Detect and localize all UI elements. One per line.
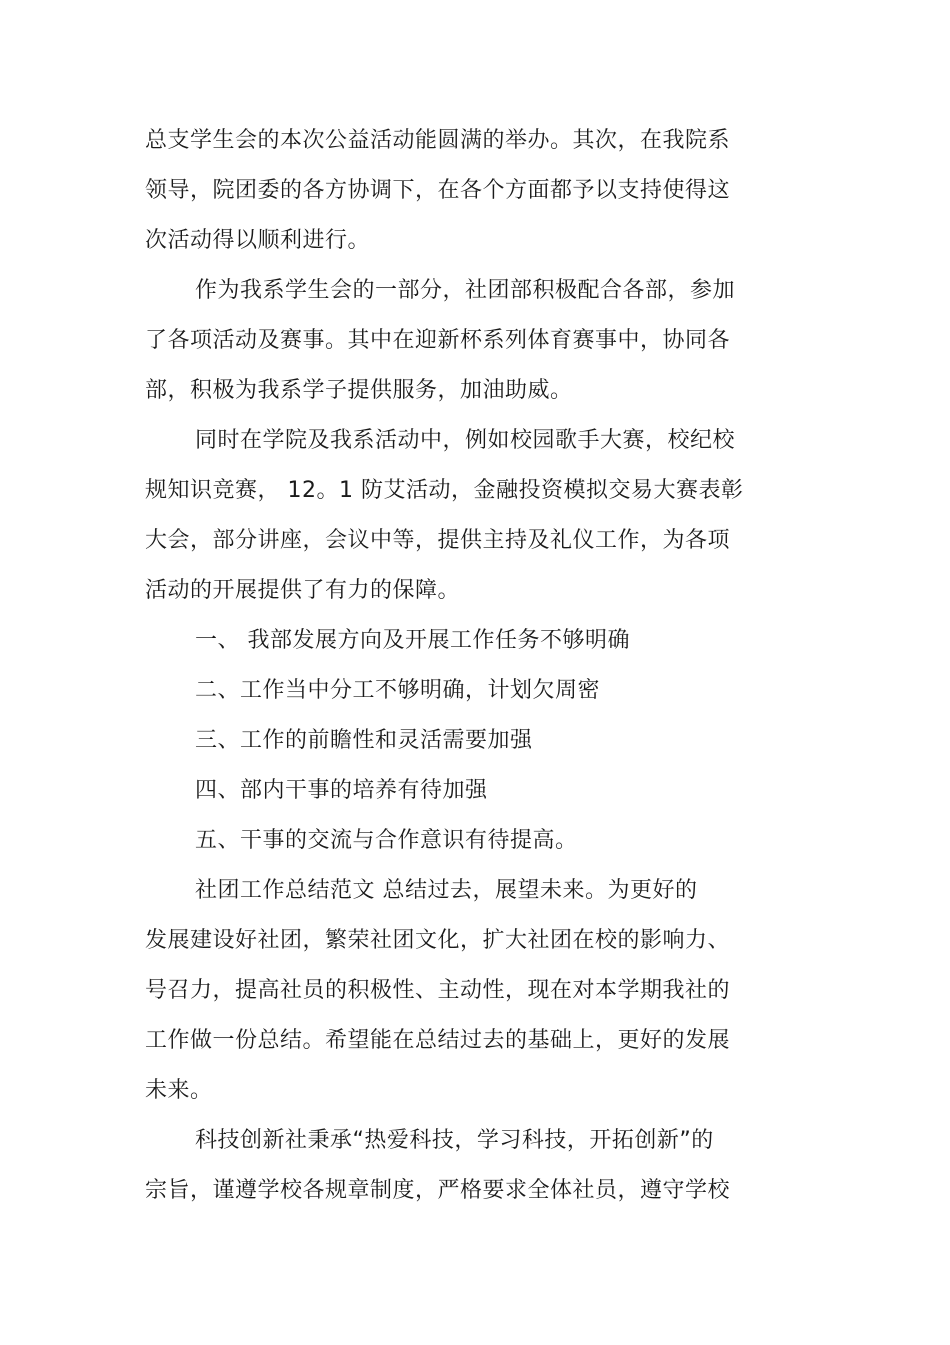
text-line: 社团工作总结范文 总结过去，展望未来。为更好的 bbox=[195, 878, 698, 903]
text-line: 次活动得以顺利进行。 bbox=[145, 228, 371, 253]
text-line: 作为我系学生会的一部分，社团部积极配合各部，参加 bbox=[195, 278, 736, 303]
list-item: 二、工作当中分工不够明确，计划欠周密 bbox=[195, 678, 601, 703]
text-line: 科技创新社秉承“热爱科技，学习科技，开拓创新”的 bbox=[195, 1128, 714, 1153]
list-item: 三、工作的前瞻性和灵活需要加强 bbox=[195, 728, 533, 753]
list-item: 一、 我部发展方向及开展工作任务不够明确 bbox=[195, 628, 630, 653]
text-line: 部，积极为我系学子提供服务，加油助威。 bbox=[145, 378, 573, 403]
text-line: 发展建设好社团，繁荣社团文化，扩大社团在校的影响力、 bbox=[145, 928, 731, 953]
text-line: 了各项活动及赛事。其中在迎新杯系列体育赛事中，协同各 bbox=[145, 328, 731, 353]
text-line: 宗旨，谨遵学校各规章制度，严格要求全体社员，遵守学校 bbox=[145, 1178, 731, 1203]
text-line: 工作做一份总结。希望能在总结过去的基础上，更好的发展 bbox=[145, 1028, 731, 1053]
text-line: 总支学生会的本次公益活动能圆满的举办。其次，在我院系 bbox=[145, 128, 731, 153]
text-line: 未来。 bbox=[145, 1078, 213, 1103]
text-line: 活动的开展提供了有力的保障。 bbox=[145, 578, 461, 603]
text-line: 大会，部分讲座，会议中等，提供主持及礼仪工作，为各项 bbox=[145, 528, 731, 553]
text-line: 领导，院团委的各方协调下，在各个方面都予以支持使得这 bbox=[145, 178, 731, 203]
list-item: 五、干事的交流与合作意识有待提高。 bbox=[195, 828, 578, 853]
text-line: 规知识竞赛， 12。1 防艾活动，金融投资模拟交易大赛表彰 bbox=[145, 478, 744, 503]
list-item: 四、部内干事的培养有待加强 bbox=[195, 778, 488, 803]
text-line: 同时在学院及我系活动中，例如校园歌手大赛，校纪校 bbox=[195, 428, 736, 453]
text-line: 号召力，提高社员的积极性、主动性，现在对本学期我社的 bbox=[145, 978, 731, 1003]
